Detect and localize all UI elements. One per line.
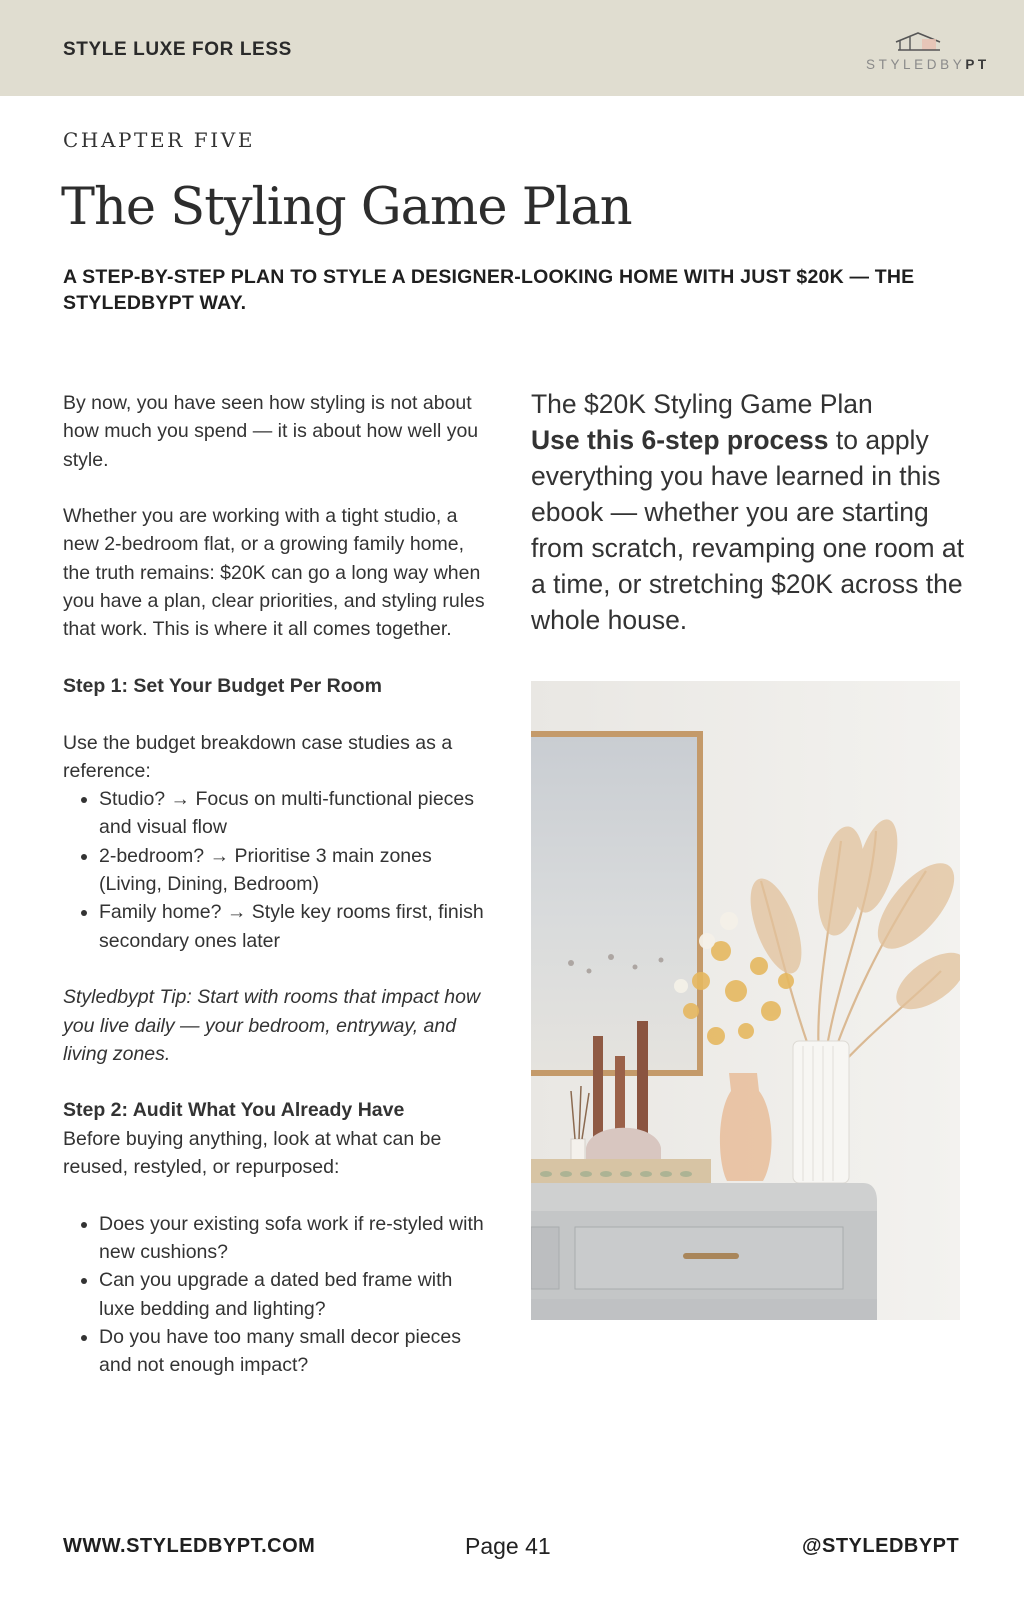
intro-paragraph-2: Whether you are working with a tight studio, a new 2-bedroom flat, or a growing family home, the truth remains: $20K can go a long way when you have a plan, clear priorities, and styling rules that work. This is where it all comes together. bbox=[63, 505, 485, 641]
chapter-label: CHAPTER FIVE bbox=[63, 128, 256, 152]
page-number: Page 41 bbox=[465, 1533, 551, 1559]
styling-tip: Styledbypt Tip: Start with rooms that impact how you live daily — your bedroom, entryway, and living zones. bbox=[63, 986, 481, 1065]
styled-console-photo bbox=[531, 681, 960, 1320]
book-title: STYLE LUXE FOR LESS bbox=[63, 39, 292, 60]
step1-list bbox=[63, 785, 493, 955]
list-item: • Can you upgrade a dated bed frame with luxe bedding and lighting? bbox=[99, 1266, 493, 1323]
step2-text: Before buying anything, look at what can be reused, restyled, or repurposed: bbox=[63, 1127, 442, 1179]
step2-list bbox=[63, 1210, 493, 1380]
left-column bbox=[63, 389, 493, 1379]
game-plan-body: Use this 6-step process to apply everything you have learned in this ebook — whether you are starting from scratch, revamping one room at a time, or stretching $20K across the whole house. bbox=[531, 425, 965, 635]
brand-logo bbox=[866, 30, 1008, 76]
page-subtitle: A STEP-BY-STEP PLAN TO STYLE A DESIGNER-LOOKING HOME WITH JUST $20K — THE STYLEDBYPT WAY. bbox=[63, 266, 915, 314]
list-item: • Do you have too many small decor pieces and not enough impact? bbox=[99, 1323, 493, 1380]
footer-social-handle[interactable]: @STYLEDBYPT bbox=[802, 1535, 960, 1557]
step2-heading: Step 2: Audit What You Already Have bbox=[63, 1099, 405, 1122]
footer-website-link[interactable]: WWW.STYLEDBYPT.COM bbox=[63, 1535, 316, 1557]
list-item: • Does your existing sofa work if re-styled with new cushions? bbox=[99, 1210, 493, 1267]
logo-wordmark: STYLEDBYPT bbox=[866, 57, 990, 72]
photo-illustration bbox=[531, 681, 960, 1320]
list-item: • Studio? → Focus on multi-functional pieces and visual flow bbox=[99, 785, 493, 842]
intro-paragraph-1: By now, you have seen how styling is not about how much you spend — it is about how well you style. bbox=[63, 392, 479, 471]
page-title: The Styling Game Plan bbox=[61, 178, 632, 237]
list-item: • Family home? → Style key rooms first, finish secondary ones later bbox=[99, 898, 493, 955]
list-item: • 2-bedroom? → Prioritise 3 main zones (Living, Dining, Bedroom) bbox=[99, 842, 493, 899]
game-plan-heading: The $20K Styling Game Plan bbox=[531, 389, 873, 419]
house-logo-icon bbox=[866, 30, 1008, 54]
step1-heading: Step 1: Set Your Budget Per Room bbox=[63, 674, 382, 697]
right-intro bbox=[531, 386, 971, 638]
step1-text: Use the budget breakdown case studies as a reference: bbox=[63, 731, 453, 782]
